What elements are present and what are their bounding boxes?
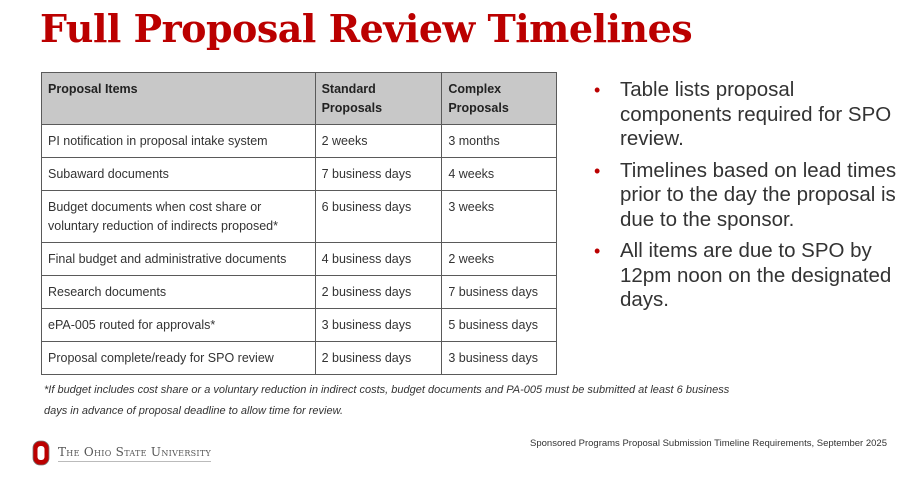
bullet-text: Table lists proposal components required for SPO review. <box>620 78 892 150</box>
cell-complex: 5 business days <box>442 309 557 342</box>
cell-standard: 7 business days <box>315 158 442 191</box>
header-complex-proposals: Complex Proposals <box>442 73 557 125</box>
cell-item: Budget documents when cost share or voluntary reduction of indirects proposed* <box>42 191 316 243</box>
table-row <box>42 342 557 375</box>
bullet-text: Timelines based on lead times prior to the day the proposal is due to the sponsor. <box>620 158 897 231</box>
logo-text: The Ohio State University <box>58 445 211 462</box>
list-item <box>594 78 906 152</box>
cell-item: Final budget and administrative documents <box>42 243 316 276</box>
table-row <box>42 276 557 309</box>
cell-standard: 3 business days <box>315 309 442 342</box>
list-item <box>594 159 906 233</box>
table-row <box>42 125 557 158</box>
cell-standard: 2 weeks <box>315 125 442 158</box>
cell-standard: 2 business days <box>315 342 442 375</box>
cell-standard: 2 business days <box>315 276 442 309</box>
bullet-dot-icon: • <box>594 160 601 181</box>
table-row <box>42 243 557 276</box>
list-item <box>594 239 906 313</box>
source-citation: Sponsored Programs Proposal Submission Timeline Requirements, September 2025 <box>530 438 887 449</box>
summary-bullets <box>594 78 906 320</box>
cell-item: Proposal complete/ready for SPO review <box>42 342 316 375</box>
university-logo <box>32 440 211 466</box>
cell-complex: 3 business days <box>442 342 557 375</box>
bullet-dot-icon: • <box>594 241 601 261</box>
cell-item: Subaward documents <box>42 158 316 191</box>
table-row <box>42 309 557 342</box>
table-row <box>42 158 557 191</box>
cell-item: Research documents <box>42 276 316 309</box>
cell-complex: 2 weeks <box>442 243 557 276</box>
page-title: Full Proposal Review Timelines <box>40 6 693 51</box>
header-standard-proposals: Standard Proposals <box>315 73 442 125</box>
cell-complex: 7 business days <box>442 276 557 309</box>
bullet-dot-icon: • <box>594 80 601 100</box>
header-proposal-items: Proposal Items <box>42 73 316 125</box>
cell-item: ePA-005 routed for approvals* <box>42 309 316 342</box>
cell-complex: 3 months <box>442 125 557 158</box>
cell-item: PI notification in proposal intake system <box>42 125 316 158</box>
cell-complex: 3 weeks <box>442 191 557 243</box>
cell-standard: 6 business days <box>315 191 442 243</box>
footnote: *If budget includes cost share or a voluntary reduction in indirect costs, budget documents and PA-005 must be submitted at least 6 business days in advance of proposal deadline to allow time for review. <box>44 384 730 417</box>
table-row <box>42 191 557 243</box>
timeline-table <box>41 72 557 375</box>
bullet-text: All items are due to SPO by 12pm noon on the designated days. <box>620 239 892 311</box>
block-o-logo-icon <box>32 440 50 466</box>
table-header-row <box>42 73 557 125</box>
cell-standard: 4 business days <box>315 243 442 276</box>
cell-complex: 4 weeks <box>442 158 557 191</box>
